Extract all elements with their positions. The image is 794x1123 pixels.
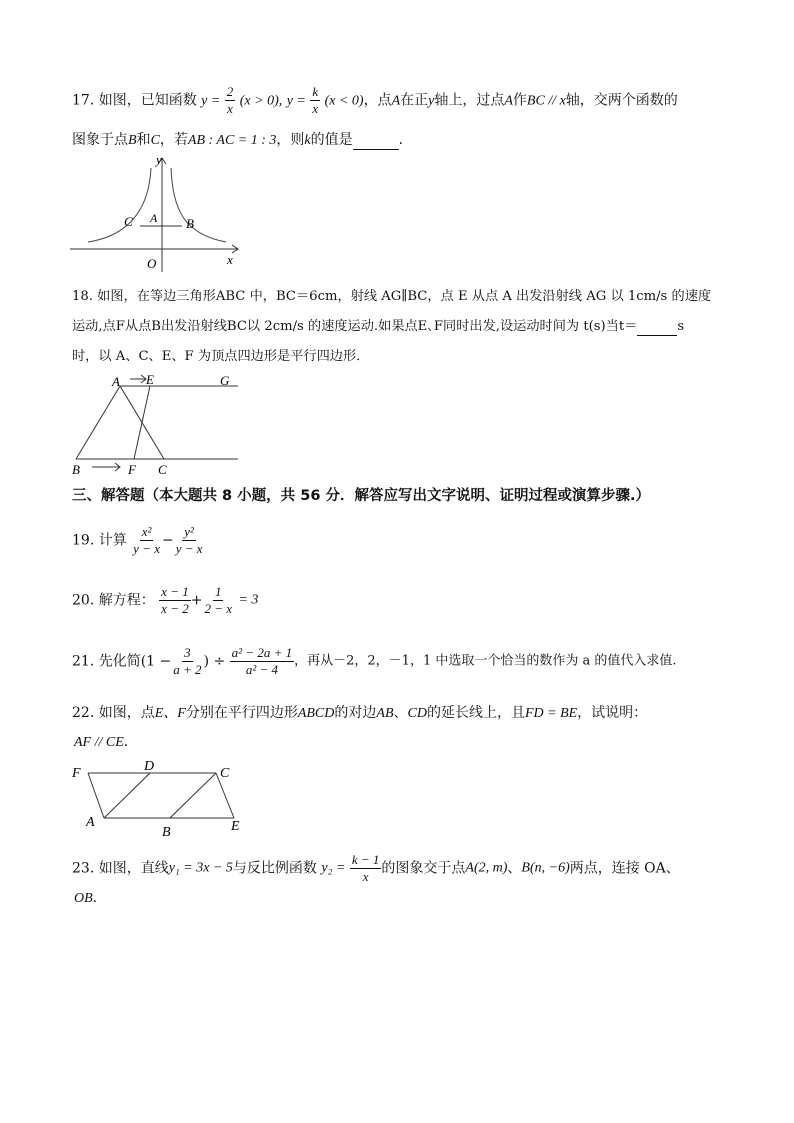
label-f: F [128,462,136,477]
q21-line: 21. 先化简(1 − $\frac{3}{a + 2}$ ) ÷ $\frac{\text{a² − 2a + 1}}{\text{a² − 4}}$ ，再从－2，2，－1，1 中选取一个恰当的数作为 a 的值代入求值. [72,645,677,677]
q17-hyperbola-figure [66,150,246,274]
q19-line: 19. 计算 $\frac{\text{x²}}{y - x}$ − $\frac{\text{y²}}{y - x}$ [72,524,203,556]
section-heading: 三、解答题（本大题共 8 小题，共 56 分．解答应写出文字说明、证明过程或演算步骤.） [72,488,650,504]
q21-fraction-1: $\frac{3}{a + 2}$ [173,645,202,677]
label-g: G [220,373,230,388]
label-e: E [146,372,154,387]
label-c: C [124,214,133,229]
label-c: C [220,766,230,781]
q18-line1: 18. 如图，在等边三角形ABC 中，BC＝6cm，射线 AG∥BC，点 E 从点 A 出发沿射线 AG 以 1cm/s 的速度 [72,289,712,304]
label-b: B [72,462,80,477]
q22-line2: AF // CE． [74,734,138,750]
label-a: A [150,211,158,225]
q20-fraction-2: $\frac{1}{2 - x}$ [204,584,232,616]
q17-fraction-2: $\frac{k}{x}$ [312,84,319,116]
q17-answer-blank[interactable] [353,135,399,150]
q23-line1: 23. 如图，直线y₁ = 3x − 5与反比例函数 y₂ = $\frac{k - 1}{x}$ 的图象交于点A(2, m)、B(n, −6)两点，连接 OA、 [72,852,680,884]
q22-line1: 22. 如图，点E、F分别在平行四边形ABCD的对边AB、CD的延长线上，且FD = BE，试说明： [72,705,648,721]
segment-bc [170,773,216,818]
label-o: O [147,256,157,271]
label-a: A [112,374,120,389]
label-d: D [144,759,155,774]
q22-parallelogram-figure [66,756,252,838]
right-branch-curve [171,168,226,242]
q17-fraction-1: $\frac{2}{x}$ [226,84,234,116]
label-a: A [86,815,95,830]
q20-line: 20. 解方程： $\frac{x - 1}{x - 2}$ + $\frac{1}{2 - x}$ = 3 [72,584,259,616]
q17-number: 17. [72,92,95,109]
label-y: y [156,152,162,167]
segment-fa [88,773,104,818]
segment-ad [104,773,150,818]
label-x: x [227,252,233,267]
q20-fraction-1: $\frac{x - 1}{x - 2}$ [161,584,189,616]
q17-line2: 图象于点B和C，若AB : AC = 1 : 3，则k的值是 ． [72,132,413,148]
q18-line2: 运动,点F从点B出发沿射线BC以 2cm/s 的速度运动.如果点E､F同时出发,设运动时间为 t(s)当t＝ s [72,319,685,334]
label-b: B [162,825,171,838]
segment-ab [76,386,120,459]
left-branch-curve [88,168,151,242]
label-c: C [158,462,167,477]
q18-triangle-figure [70,372,242,478]
label-f: F [72,766,81,781]
segment-ef [134,386,150,459]
label-b: B [186,216,194,231]
q18-line3: 时，以 A、C、E、F 为顶点四边形是平行四边形． [72,349,370,364]
q18-answer-blank[interactable] [637,321,677,336]
q21-fraction-2: $\frac{\text{a² − 2a + 1}}{\text{a² − 4}}$ [231,645,293,677]
q17-line1: 17. 如图，已知函数 y = $\frac{2}{x}$ (x > 0), y = $\frac{k}{x}$ (x < 0)，点A在正y轴上，过点A作BC // x轴，交两个函数的 [72,84,678,116]
q23-fraction: $\frac{k - 1}{x}$ [351,852,380,884]
q23-line2: OB． [74,890,107,906]
label-e: E [231,819,240,834]
q19-fraction-2: $\frac{\text{y²}}{y - x}$ [175,524,203,556]
q19-fraction-1: $\frac{\text{x²}}{y - x}$ [133,524,160,556]
